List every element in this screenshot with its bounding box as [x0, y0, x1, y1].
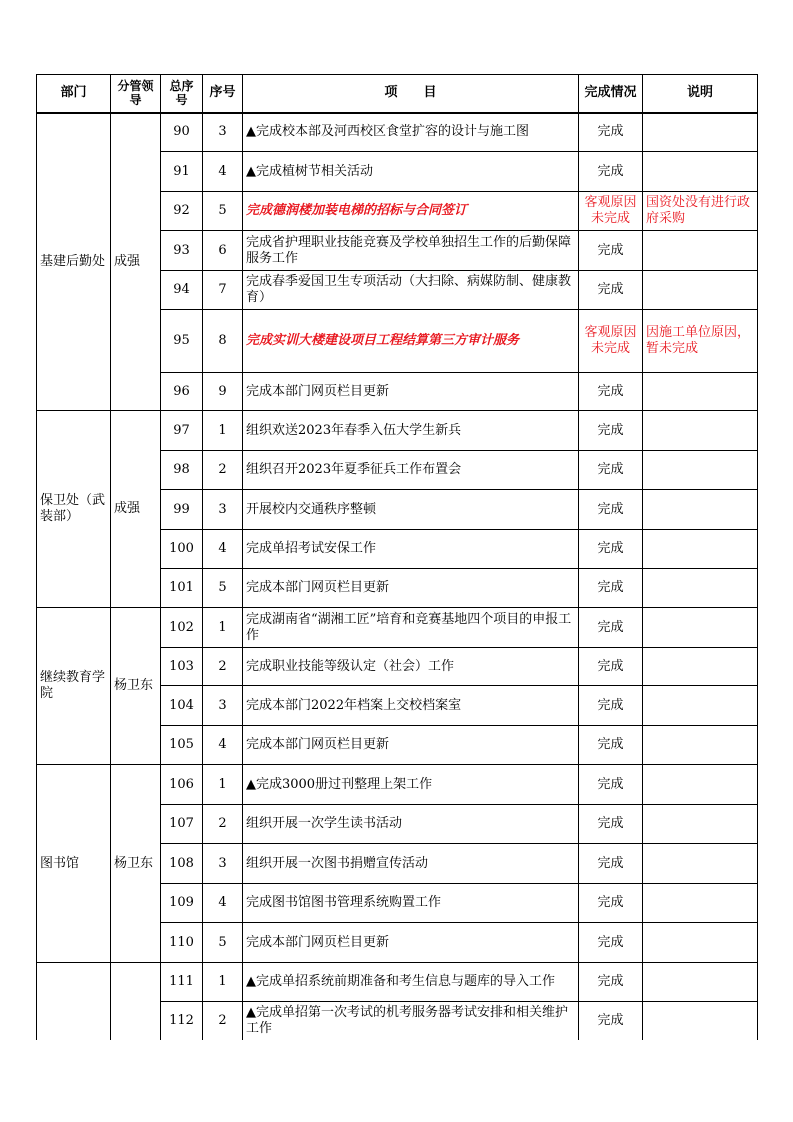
seq-cell: 4 [203, 884, 243, 923]
item-cell: 完成本部门网页栏目更新 [243, 569, 579, 608]
note-cell [643, 490, 758, 530]
status-cell: 完成 [579, 648, 643, 686]
dept-cell: 保卫处（武装部） [37, 411, 111, 608]
leader-cell: 杨卫东 [111, 765, 161, 963]
seq-cell: 5 [203, 192, 243, 231]
item-cell: 开展校内交通秩序整顿 [243, 490, 579, 530]
status-cell: 完成 [579, 844, 643, 884]
seq-cell: 4 [203, 726, 243, 765]
dept-cell: 继续教育学院 [37, 608, 111, 765]
status-cell: 完成 [579, 231, 643, 271]
item-cell: 完成德润楼加装电梯的招标与合同签订 [243, 192, 579, 231]
seq-cell: 2 [203, 451, 243, 490]
note-cell [643, 726, 758, 765]
status-cell: 完成 [579, 569, 643, 608]
note-cell [643, 373, 758, 411]
table-row [37, 963, 758, 1002]
total-no-cell: 102 [161, 608, 203, 648]
note-cell [643, 113, 758, 152]
total-no-cell: 98 [161, 451, 203, 490]
total-no-cell: 112 [161, 1002, 203, 1040]
status-cell: 完成 [579, 490, 643, 530]
table-row [37, 608, 758, 648]
header-leader: 分管领导 [111, 75, 161, 113]
seq-cell: 2 [203, 805, 243, 844]
total-no-cell: 108 [161, 844, 203, 884]
dept-cell [37, 963, 111, 1040]
note-cell [643, 231, 758, 271]
item-cell: 组织召开2023年夏季征兵工作布置会 [243, 451, 579, 490]
note-cell [643, 844, 758, 884]
total-no-cell: 104 [161, 686, 203, 726]
note-cell [643, 963, 758, 1002]
header-total-no: 总序号 [161, 75, 203, 113]
total-no-cell: 97 [161, 411, 203, 451]
seq-cell: 3 [203, 113, 243, 152]
seq-cell: 2 [203, 648, 243, 686]
note-cell [643, 411, 758, 451]
seq-cell: 5 [203, 569, 243, 608]
total-no-cell: 103 [161, 648, 203, 686]
total-no-cell: 96 [161, 373, 203, 411]
total-no-cell: 101 [161, 569, 203, 608]
item-cell: 完成职业技能等级认定（社会）工作 [243, 648, 579, 686]
item-cell: ▲完成植树节相关活动 [243, 152, 579, 192]
status-cell: 完成 [579, 411, 643, 451]
status-cell: 完成 [579, 923, 643, 963]
table-row [37, 113, 758, 152]
status-cell: 完成 [579, 608, 643, 648]
status-cell: 完成 [579, 530, 643, 569]
note-cell [643, 923, 758, 963]
total-no-cell: 100 [161, 530, 203, 569]
note-cell [643, 765, 758, 805]
item-cell: 完成本部门2022年档案上交校档案室 [243, 686, 579, 726]
note-cell [643, 451, 758, 490]
leader-cell: 成强 [111, 411, 161, 608]
dept-cell: 基建后勤处 [37, 113, 111, 411]
header-seq: 序号 [203, 75, 243, 113]
status-cell: 完成 [579, 726, 643, 765]
note-cell [643, 805, 758, 844]
note-cell [643, 569, 758, 608]
item-cell: 完成实训大楼建设项目工程结算第三方审计服务 [243, 310, 579, 373]
item-cell: 完成春季爱国卫生专项活动（大扫除、病媒防制、健康教育） [243, 271, 579, 310]
status-cell: 完成 [579, 271, 643, 310]
item-cell: 完成图书馆图书管理系统购置工作 [243, 884, 579, 923]
item-cell: ▲完成校本部及河西校区食堂扩容的设计与施工图 [243, 113, 579, 152]
seq-cell: 1 [203, 963, 243, 1002]
seq-cell: 2 [203, 1002, 243, 1040]
seq-cell: 7 [203, 271, 243, 310]
item-cell: 组织开展一次学生读书活动 [243, 805, 579, 844]
leader-cell: 成强 [111, 113, 161, 411]
header-note: 说明 [643, 75, 758, 113]
status-cell: 完成 [579, 765, 643, 805]
total-no-cell: 95 [161, 310, 203, 373]
item-cell: 完成本部门网页栏目更新 [243, 373, 579, 411]
work-plan-table [36, 74, 758, 1040]
note-cell: 因施工单位原因，暂未完成 [643, 310, 758, 373]
header-dept: 部门 [37, 75, 111, 113]
leader-cell [111, 963, 161, 1040]
total-no-cell: 110 [161, 923, 203, 963]
status-cell: 完成 [579, 963, 643, 1002]
note-cell [643, 648, 758, 686]
status-cell: 完成 [579, 1002, 643, 1040]
status-cell: 客观原因未完成 [579, 192, 643, 231]
table-body [37, 113, 758, 1040]
seq-cell: 1 [203, 411, 243, 451]
dept-cell: 图书馆 [37, 765, 111, 963]
item-cell: ▲完成3000册过刊整理上架工作 [243, 765, 579, 805]
item-cell: ▲完成单招第一次考试的机考服务器考试安排和相关维护工作 [243, 1002, 579, 1040]
seq-cell: 4 [203, 152, 243, 192]
status-cell: 完成 [579, 686, 643, 726]
item-cell: 完成湖南省“湖湘工匠”培育和竞赛基地四个项目的申报工作 [243, 608, 579, 648]
seq-cell: 3 [203, 844, 243, 884]
status-cell: 完成 [579, 373, 643, 411]
seq-cell: 1 [203, 608, 243, 648]
seq-cell: 6 [203, 231, 243, 271]
total-no-cell: 94 [161, 271, 203, 310]
total-no-cell: 90 [161, 113, 203, 152]
note-cell [643, 686, 758, 726]
status-cell: 完成 [579, 451, 643, 490]
item-cell: 完成单招考试安保工作 [243, 530, 579, 569]
item-cell: 完成本部门网页栏目更新 [243, 923, 579, 963]
item-cell: 完成省护理职业技能竞赛及学校单独招生工作的后勤保障服务工作 [243, 231, 579, 271]
note-cell: 国资处没有进行政府采购 [643, 192, 758, 231]
status-cell: 客观原因未完成 [579, 310, 643, 373]
item-cell: 完成本部门网页栏目更新 [243, 726, 579, 765]
status-cell: 完成 [579, 152, 643, 192]
total-no-cell: 93 [161, 231, 203, 271]
total-no-cell: 105 [161, 726, 203, 765]
note-cell [643, 884, 758, 923]
total-no-cell: 91 [161, 152, 203, 192]
item-cell: 组织开展一次图书捐赠宣传活动 [243, 844, 579, 884]
seq-cell: 8 [203, 310, 243, 373]
total-no-cell: 107 [161, 805, 203, 844]
header-row [37, 75, 758, 113]
note-cell [643, 1002, 758, 1040]
seq-cell: 3 [203, 686, 243, 726]
status-cell: 完成 [579, 884, 643, 923]
total-no-cell: 99 [161, 490, 203, 530]
seq-cell: 4 [203, 530, 243, 569]
status-cell: 完成 [579, 805, 643, 844]
item-cell: 组织欢送2023年春季入伍大学生新兵 [243, 411, 579, 451]
note-cell [643, 271, 758, 310]
seq-cell: 9 [203, 373, 243, 411]
table-row [37, 765, 758, 805]
header-item: 项 目 [243, 75, 579, 113]
total-no-cell: 92 [161, 192, 203, 231]
table-row [37, 411, 758, 451]
total-no-cell: 109 [161, 884, 203, 923]
leader-cell: 杨卫东 [111, 608, 161, 765]
total-no-cell: 106 [161, 765, 203, 805]
seq-cell: 5 [203, 923, 243, 963]
status-cell: 完成 [579, 113, 643, 152]
note-cell [643, 152, 758, 192]
header-status: 完成情况 [579, 75, 643, 113]
seq-cell: 3 [203, 490, 243, 530]
total-no-cell: 111 [161, 963, 203, 1002]
note-cell [643, 608, 758, 648]
seq-cell: 1 [203, 765, 243, 805]
item-cell: ▲完成单招系统前期准备和考生信息与题库的导入工作 [243, 963, 579, 1002]
note-cell [643, 530, 758, 569]
